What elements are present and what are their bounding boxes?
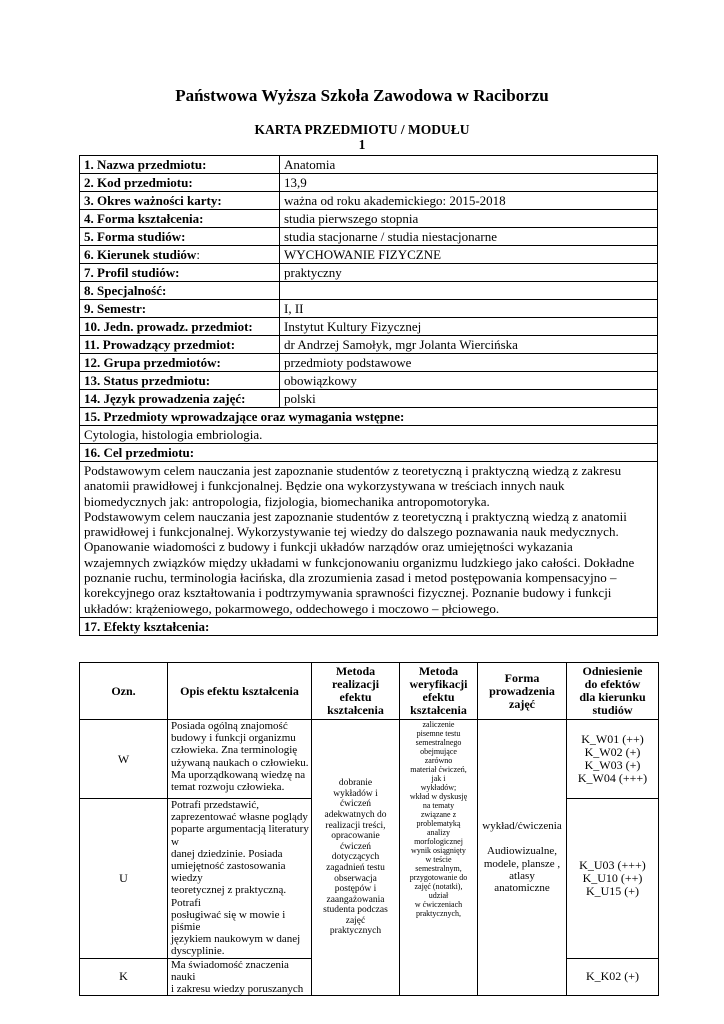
section-15-heading: 15. Przedmioty wprowadzające oraz wymagania wstępne: <box>80 408 658 426</box>
field-row <box>80 210 658 228</box>
learning-outcomes-table <box>79 662 659 996</box>
field-row <box>80 156 658 174</box>
outcomes-header-row <box>80 663 659 720</box>
goal-line: anatomii prawidłowej i funkcjonalnej. Będzie ona wykorzystywana w treściach innych nauk <box>84 478 565 494</box>
field-value: 13,9 <box>280 174 658 192</box>
goal-line: Podstawowym celem nauczania jest zapoznanie studentów z teoretyczną i praktyczną wiedzą z anatomii <box>84 508 627 524</box>
outcome-description: Potrafi przedstawić, zaprezentować własne poglądy poparte argumentacją literatury w danej dziedzinie. Posiada umiejętność zastosowania wiedzy teoretycznej z praktyczną. Potrafi posługiwać się w mowie i piśmie językiem naukowym w danej dyscyplinie. <box>168 799 312 959</box>
field-value: dr Andrzej Samołyk, mgr Jolanta Wiercińska <box>280 336 658 354</box>
method-of-verification <box>400 720 478 996</box>
field-row <box>80 174 658 192</box>
section-15-text-row <box>80 426 658 444</box>
section-15-text: Cytologia, histologia embriologia. <box>80 426 658 444</box>
field-value: WYCHOWANIE FIZYCZNE <box>280 246 658 264</box>
section-16-heading-row <box>80 444 658 462</box>
section-16-heading: 16. Cel przedmiotu: <box>80 444 658 462</box>
outcome-reference: K_K02 (+) <box>567 958 659 996</box>
field-row <box>80 372 658 390</box>
section-17-heading-row <box>80 617 658 635</box>
goal-line: wzajemnych związków między układami w funkcjonowaniu organizmu ludzkiego jako całości. Dokładne <box>84 554 635 570</box>
method-of-realization: dobranie wykładów i ćwiczeń adekwatnych do realizacji treści, opracowanie ćwiczeń dotyczących zagadnień testu obserwacja postępów i zaangażowania studenta podczas zajęć praktycznych <box>312 720 400 996</box>
field-label: 14. Język prowadzenia zajęć: <box>80 390 280 408</box>
outcome-reference: K_U03 (+++) K_U10 (++) K_U15 (+) <box>567 799 659 959</box>
field-label: 4. Forma kształcenia: <box>80 210 280 228</box>
field-label <box>80 246 280 264</box>
goal-line: prawidłowej i funkcjonalnej. Wykorzystywanie tej wiedzy do dalszego poznawania nauk medycznych. <box>84 524 619 540</box>
section-17-heading: 17. Efekty kształcenia: <box>80 617 658 635</box>
card-title: KARTA PRZEDMIOTU / MODUŁU <box>254 122 470 137</box>
field-value: I, II <box>280 300 658 318</box>
column-header-metoda-weryfikacji: Metoda weryfikacji efektu kształcenia <box>400 663 478 720</box>
field-row <box>80 300 658 318</box>
field-row <box>80 282 658 300</box>
field-label: 8. Specjalność: <box>80 282 280 300</box>
field-label-suffix: : <box>196 247 200 262</box>
field-value: ważna od roku akademickiego: 2015-2018 <box>280 192 658 210</box>
outcome-row-w <box>80 720 659 799</box>
field-value: studia stacjonarne / studia niestacjonarne <box>280 228 658 246</box>
column-header-metoda-realizacji: Metoda realizacji efektu kształcenia <box>312 663 400 720</box>
form-of-classes: wykład/ćwiczenia Audiowizualne, modele, plansze , atlasy anatomiczne <box>478 720 567 996</box>
field-label: 2. Kod przedmiotu: <box>80 174 280 192</box>
section-16-text-row <box>80 462 658 618</box>
goal-line: Opanowanie wiadomości z budowy i funkcji układów narządów oraz umiejętności wykazania <box>84 539 573 555</box>
outcome-description: Posiada ogólną znajomość budowy i funkcji organizmu człowieka. Zna terminologię używaną naukach o człowieku. Ma uporządkowaną wiedzę na temat rozwoju człowieka. <box>168 720 312 799</box>
card-title-block <box>0 122 724 152</box>
field-row <box>80 192 658 210</box>
field-label: 10. Jedn. prowadz. przedmiot: <box>80 318 280 336</box>
field-label: 3. Okres ważności karty: <box>80 192 280 210</box>
field-value: obowiązkowy <box>280 372 658 390</box>
column-header-ozn: Ozn. <box>80 663 168 720</box>
outcome-reference: K_W01 (++) K_W02 (+) K_W03 (+) K_W04 (+++) <box>567 720 659 799</box>
field-value: studia pierwszego stopnia <box>280 210 658 228</box>
field-row <box>80 354 658 372</box>
field-label: 1. Nazwa przedmiotu: <box>80 156 280 174</box>
field-row <box>80 390 658 408</box>
goal-line: Podstawowym celem nauczania jest zapoznanie studentów z teoretyczną i praktyczną wiedzą z zakresu <box>84 463 622 478</box>
course-fields-table <box>79 155 658 636</box>
field-row <box>80 246 658 264</box>
school-name: Państwowa Wyższa Szkoła Zawodowa w Raciborzu <box>175 86 549 105</box>
goal-line: układów: krążeniowego, pokarmowego, oddechowego i moczowo – płciowego. <box>84 600 500 616</box>
section-16-text <box>80 462 658 618</box>
goal-line: korekcyjnego oraz kształtowania i podtrzymywania sprawności fizycznej. Poznanie budowy i funkcji <box>84 585 612 601</box>
field-value <box>280 282 658 300</box>
field-label: 9. Semestr: <box>80 300 280 318</box>
method-of-verification-text: zaliczenie pisemne testu semestralnego obejmujące zarówno materiał ćwiczeń, jak i wykładów; wkład w dyskusję na tematy związane z problematyką analizy morfologicznej wynik osiągnięty w teście semestralnym, przygotowanie do zajęć (notatki), udział w ćwiczeniach praktycznych, <box>409 720 468 918</box>
field-row <box>80 228 658 246</box>
column-header-opis: Opis efektu kształcenia <box>168 663 312 720</box>
goal-line: biomedycznych jak: antropologia, fizjologia, biomechanika antropomotoryka. <box>84 493 490 509</box>
field-label: 7. Profil studiów: <box>80 264 280 282</box>
section-15-heading-row <box>80 408 658 426</box>
field-value: przedmioty podstawowe <box>280 354 658 372</box>
field-label: 12. Grupa przedmiotów: <box>80 354 280 372</box>
column-header-odniesienie: Odniesienie do efektów dla kierunku studiów <box>567 663 659 720</box>
field-row <box>80 318 658 336</box>
field-label-text: 6. Kierunek studiów <box>84 247 197 262</box>
outcome-code: K <box>80 958 168 996</box>
field-label: 11. Prowadzący przedmiot: <box>80 336 280 354</box>
outcome-code: W <box>80 720 168 799</box>
goal-line: poznanie ruchu, terminologia łacińska, dla zrozumienia zasad i metod postępowania kompensacyjno – <box>84 570 617 586</box>
field-label: 13. Status przedmiotu: <box>80 372 280 390</box>
field-row <box>80 336 658 354</box>
field-value: praktyczny <box>280 264 658 282</box>
field-value: polski <box>280 390 658 408</box>
field-label: 5. Forma studiów: <box>80 228 280 246</box>
outcome-code: U <box>80 799 168 959</box>
field-row <box>80 264 658 282</box>
field-value: Instytut Kultury Fizycznej <box>280 318 658 336</box>
column-header-forma: Forma prowadzenia zajęć <box>478 663 567 720</box>
card-number: 1 <box>358 137 366 152</box>
outcome-description: Ma świadomość znaczenia nauki i zakresu wiedzy poruszanych <box>168 958 312 996</box>
field-value: Anatomia <box>280 156 658 174</box>
